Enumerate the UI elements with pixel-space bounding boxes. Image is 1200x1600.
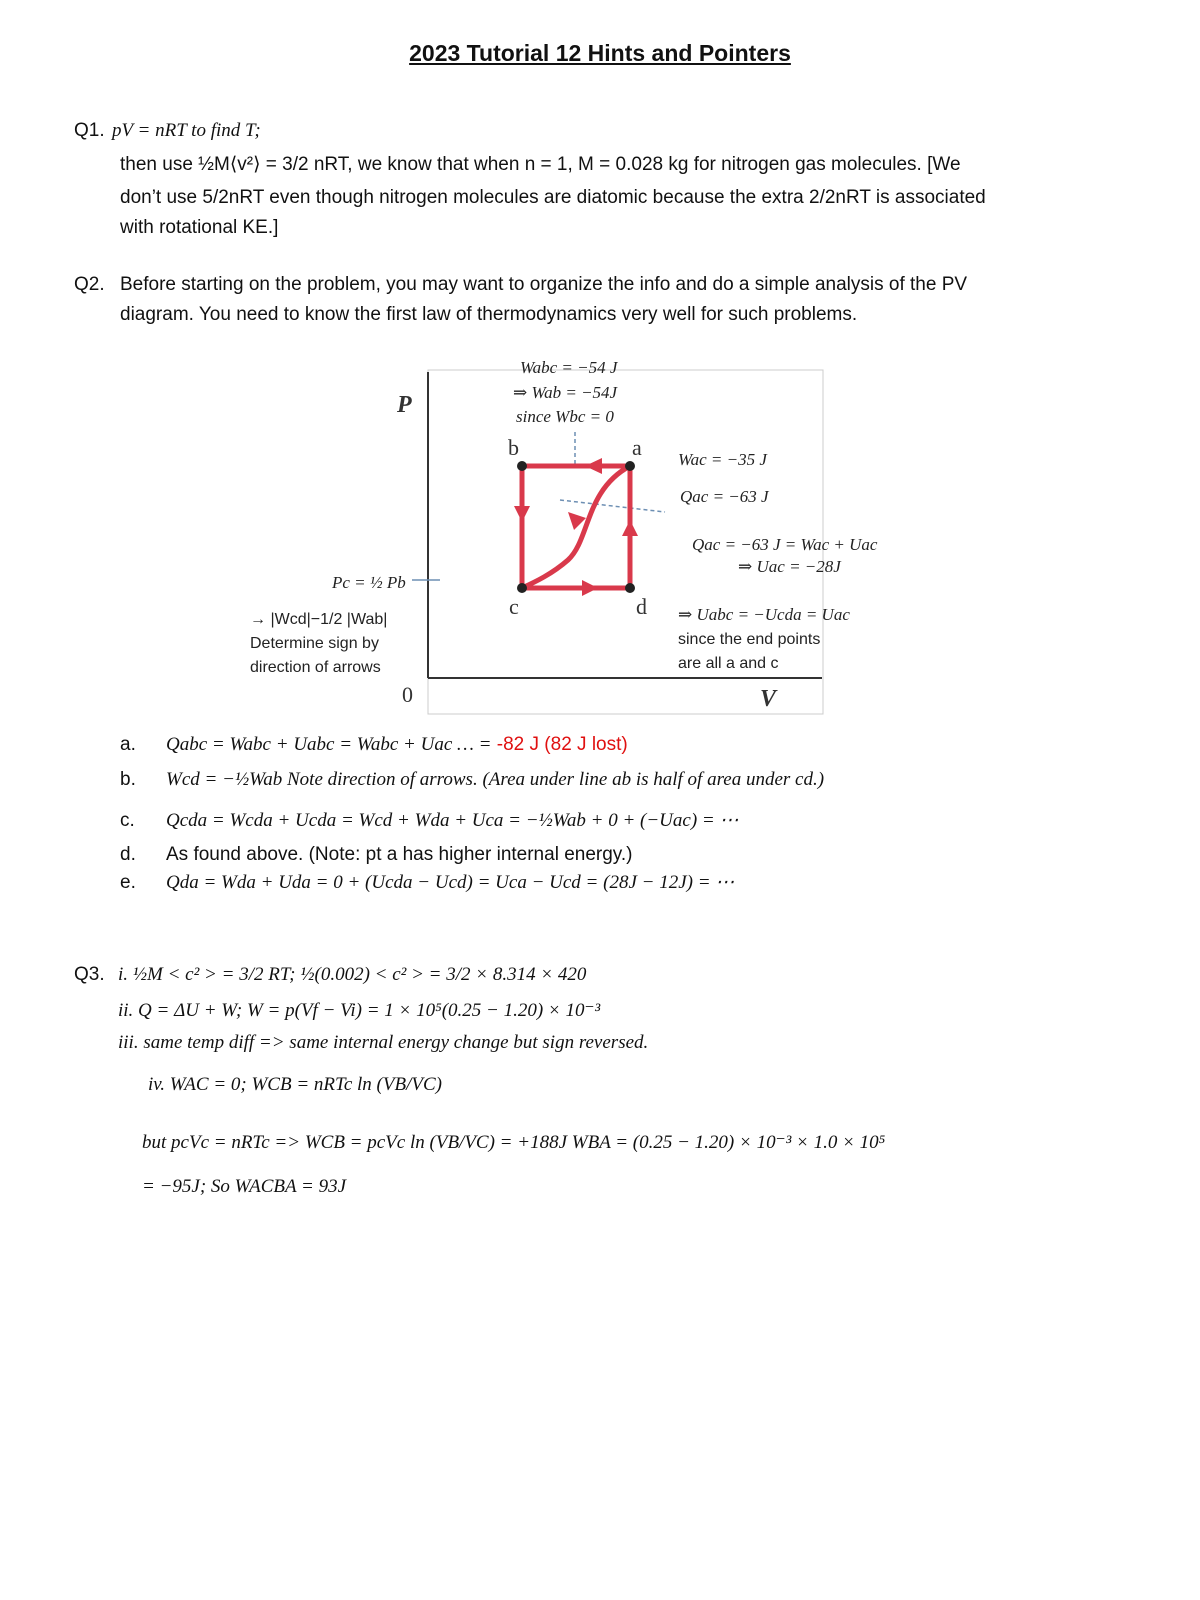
note-top-1: Wabc = −54 J: [520, 358, 618, 377]
note-right-1: Wac = −35 J: [678, 450, 767, 469]
point-a-label: a: [632, 435, 642, 460]
part-b-label: b.: [120, 769, 136, 790]
q3-v: but pcVc = nRTc => WCB = pcVc ln (VB/VC) = +188J WBA = (0.25 − 1.20) × 10⁻³ × 1.0 × 10⁵: [142, 1132, 886, 1153]
part-e-label: e.: [120, 872, 136, 893]
note-right-7: are all a and c: [678, 655, 779, 672]
q3-iv: iv. WAC = 0; WCB = nRTc ln (VB/VC): [148, 1074, 442, 1095]
origin-label: 0: [402, 682, 413, 707]
part-a-label: a.: [120, 734, 136, 755]
note-left-4: direction of arrows: [250, 659, 381, 676]
part-a: [166, 730, 628, 760]
point-b: [517, 461, 527, 471]
note-top-3: since Wbc = 0: [516, 407, 614, 426]
note-left-3: Determine sign by: [250, 635, 379, 652]
part-d-text: As found above. (Note: pt a has higher internal energy.): [166, 844, 633, 865]
part-b-text: Wcd = −½Wab Note direction of arrows. (Area under line ab is half of area under cd.): [166, 769, 825, 790]
note-top-2: ⇒ Wab = −54J: [513, 383, 618, 402]
note-right-5: ⇒ Uabc = −Ucda = Uac: [678, 605, 850, 624]
q3-iii: iii. same temp diff => same internal energy change but sign reversed.: [118, 1032, 649, 1053]
part-e-text: Qda = Wda + Uda = 0 + (Ucda − Ucd) = Uca − Ucd = (28J − 12J) = ⋯: [166, 872, 735, 893]
part-a-result: -82 J (82 J lost): [491, 734, 628, 755]
q1-line3: don’t use 5/2nRT even though nitrogen molecules are diatomic because the extra 2/2nRT is associated: [120, 187, 986, 208]
axis-v-label: V: [760, 686, 777, 712]
page-title: 2023 Tutorial 12 Hints and Pointers: [409, 40, 791, 66]
note-right-4: ⇒ Uac = −28J: [738, 557, 841, 576]
point-b-label: b: [508, 435, 519, 460]
q1-line1: pV = nRT to find T;: [112, 120, 261, 141]
q3-label: Q3.: [74, 964, 105, 985]
part-a-text: Qabc = Wabc + Uabc = Wabc + Uac … =: [166, 734, 492, 755]
note-left-1: Pc = ½ Pb: [332, 573, 406, 592]
point-c-label: c: [509, 594, 519, 619]
point-c: [517, 583, 527, 593]
arrow-da-icon: [622, 520, 638, 536]
q2-label: Q2.: [74, 274, 105, 295]
part-c-text: Qcda = Wcda + Ucda = Wcd + Wda + Uca = −½Wab + 0 + (−Uac) = ⋯: [166, 810, 739, 831]
arrow-ab-icon: [585, 458, 602, 474]
part-d-label: d.: [120, 844, 136, 865]
part-c-label: c.: [120, 810, 135, 831]
arrow-bc-icon: [514, 506, 530, 522]
axis-p-label: P: [397, 392, 412, 418]
arrow-cd-icon: [582, 580, 598, 596]
q3-vi: = −95J; So WACBA = 93J: [142, 1176, 347, 1197]
q1-label: Q1.: [74, 120, 105, 141]
note-right-6: since the end points: [678, 631, 821, 648]
note-right-3: Qac = −63 J = Wac + Uac: [692, 535, 878, 554]
q1-line4: with rotational KE.]: [120, 217, 279, 238]
cycle-arrows: [514, 458, 638, 596]
point-d: [625, 583, 635, 593]
q1-line2: then use ½M⟨v²⟩ = 3/2 nRT, we know that when n = 1, M = 0.028 kg for nitrogen gas molecules. [We: [120, 154, 961, 175]
guide-right: [560, 500, 665, 512]
q2-line1: Before starting on the problem, you may want to organize the info and do a simple analysis of the PV: [120, 274, 968, 295]
note-right-2: Qac = −63 J: [680, 487, 769, 506]
q2-line2: diagram. You need to know the first law of thermodynamics very well for such problems.: [120, 304, 858, 325]
point-a: [625, 461, 635, 471]
point-d-label: d: [636, 594, 647, 619]
q3-i: i. ½M < c² > = 3/2 RT; ½(0.002) < c² > = 3/2 × 8.314 × 420: [118, 964, 587, 985]
q3-ii: ii. Q = ΔU + W; W = p(Vf − Vi) = 1 × 10⁵(0.25 − 1.20) × 10⁻³: [118, 1000, 601, 1021]
note-left-2: → |Wcd|−1/2 |Wab|: [250, 611, 388, 628]
